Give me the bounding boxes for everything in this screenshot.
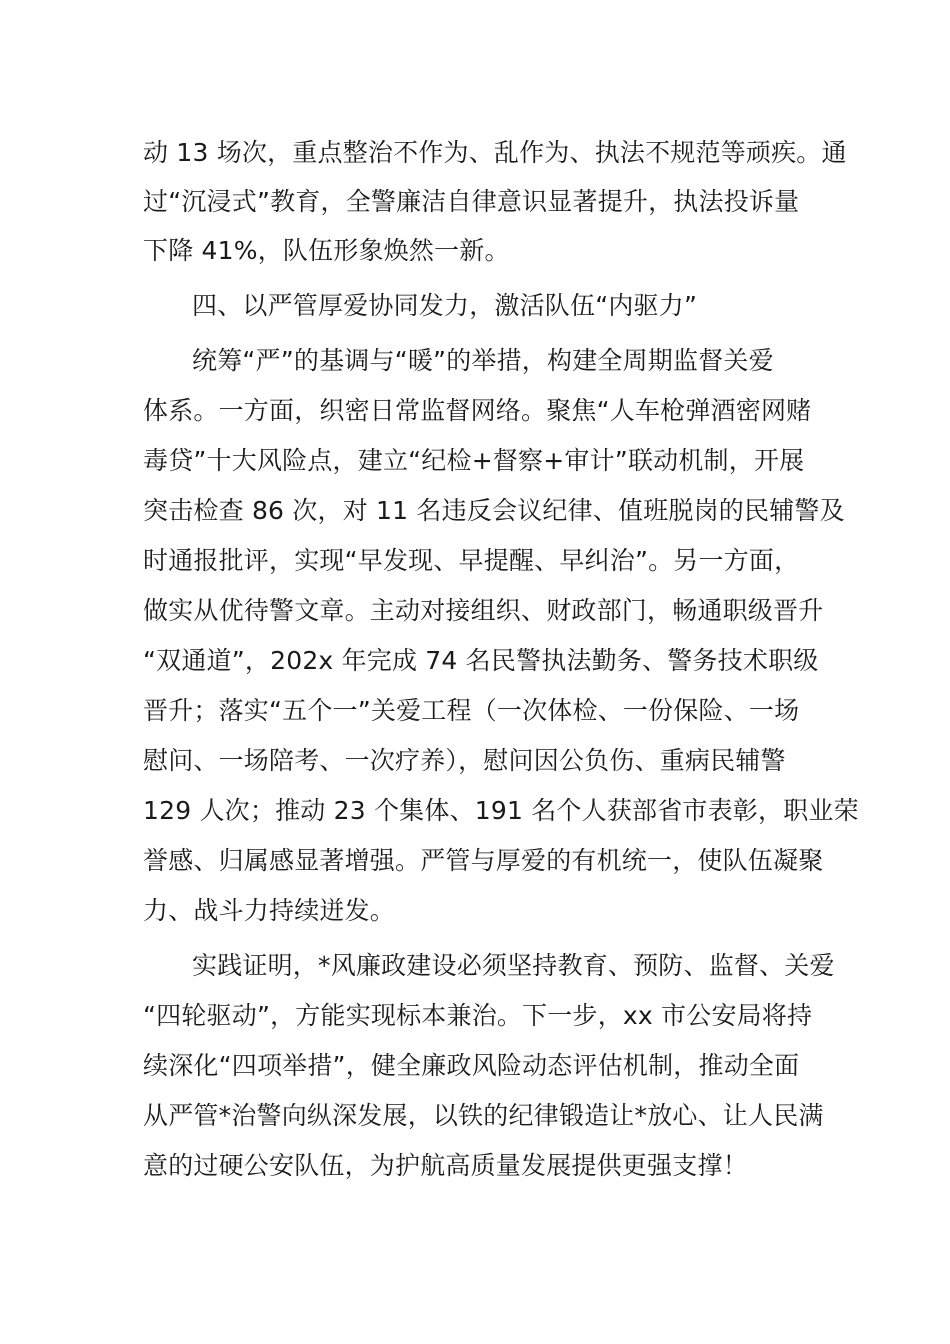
paragraph-line: 统筹“严”的基调与“暖”的举措，构建全周期监督关爱 <box>192 346 774 375</box>
paragraph-line: 慰问、一场陪考、一次疗养），慰问因公负伤、重病民辅警 <box>143 746 786 775</box>
paragraph-line: 时通报批评，实现“早发现、早提醒、早纠治”。另一方面， <box>143 546 800 575</box>
paragraph-line: 突击检查 86 次，对 11 名违反会议纪律、值班脱岗的民辅警及 <box>143 496 845 525</box>
paragraph-line: 誉感、归属感显著增强。严管与厚爱的有机统一，使队伍凝聚 <box>143 846 824 875</box>
paragraph-line: 续深化“四项举措”，健全廉政风险动态评估机制，推动全面 <box>143 1051 800 1080</box>
paragraph-line: 动 13 场次，重点整治不作为、乱作为、执法不规范等顽疾。通 <box>143 138 847 167</box>
paragraph-line: “双通道”，202x 年完成 74 名民警执法勤务、警务技术职级 <box>143 646 819 675</box>
paragraph-line: 晋升；落实“五个一”关爱工程（一次体检、一份保险、一场 <box>143 696 800 725</box>
paragraph-line: 体系。一方面，织密日常监督网络。聚焦“人车枪弹酒密网赌 <box>143 396 812 425</box>
section-heading: 四、以严管厚爱协同发力，激活队伍“内驱力” <box>192 291 698 320</box>
paragraph-line: 实践证明，*风廉政建设必须坚持教育、预防、监督、关爱 <box>192 951 835 980</box>
paragraph-line: 毒贷”十大风险点，建立“纪检+督察+审计”联动机制，开展 <box>143 446 805 475</box>
paragraph-line: 力、战斗力持续迸发。 <box>143 896 396 925</box>
paragraph-line: 过“沉浸式”教育，全警廉洁自律意识显著提升，执法投诉量 <box>143 187 800 216</box>
paragraph-line: “四轮驱动”，方能实现标本兼治。下一步，xx 市公安局将持 <box>143 1001 813 1030</box>
paragraph-line: 从严管*治警向纵深发展，以铁的纪律锻造让*放心、让人民满 <box>143 1101 824 1130</box>
paragraph-line: 做实从优待警文章。主动对接组织、财政部门，畅通职级晋升 <box>143 596 824 625</box>
paragraph-line: 意的过硬公安队伍，为护航高质量发展提供更强支撑！ <box>143 1151 748 1180</box>
paragraph-line: 下降 41%，队伍形象焕然一新。 <box>143 236 510 265</box>
paragraph-line: 129 人次；推动 23 个集体、191 名个人获部省市表彰，职业荣 <box>143 796 859 825</box>
